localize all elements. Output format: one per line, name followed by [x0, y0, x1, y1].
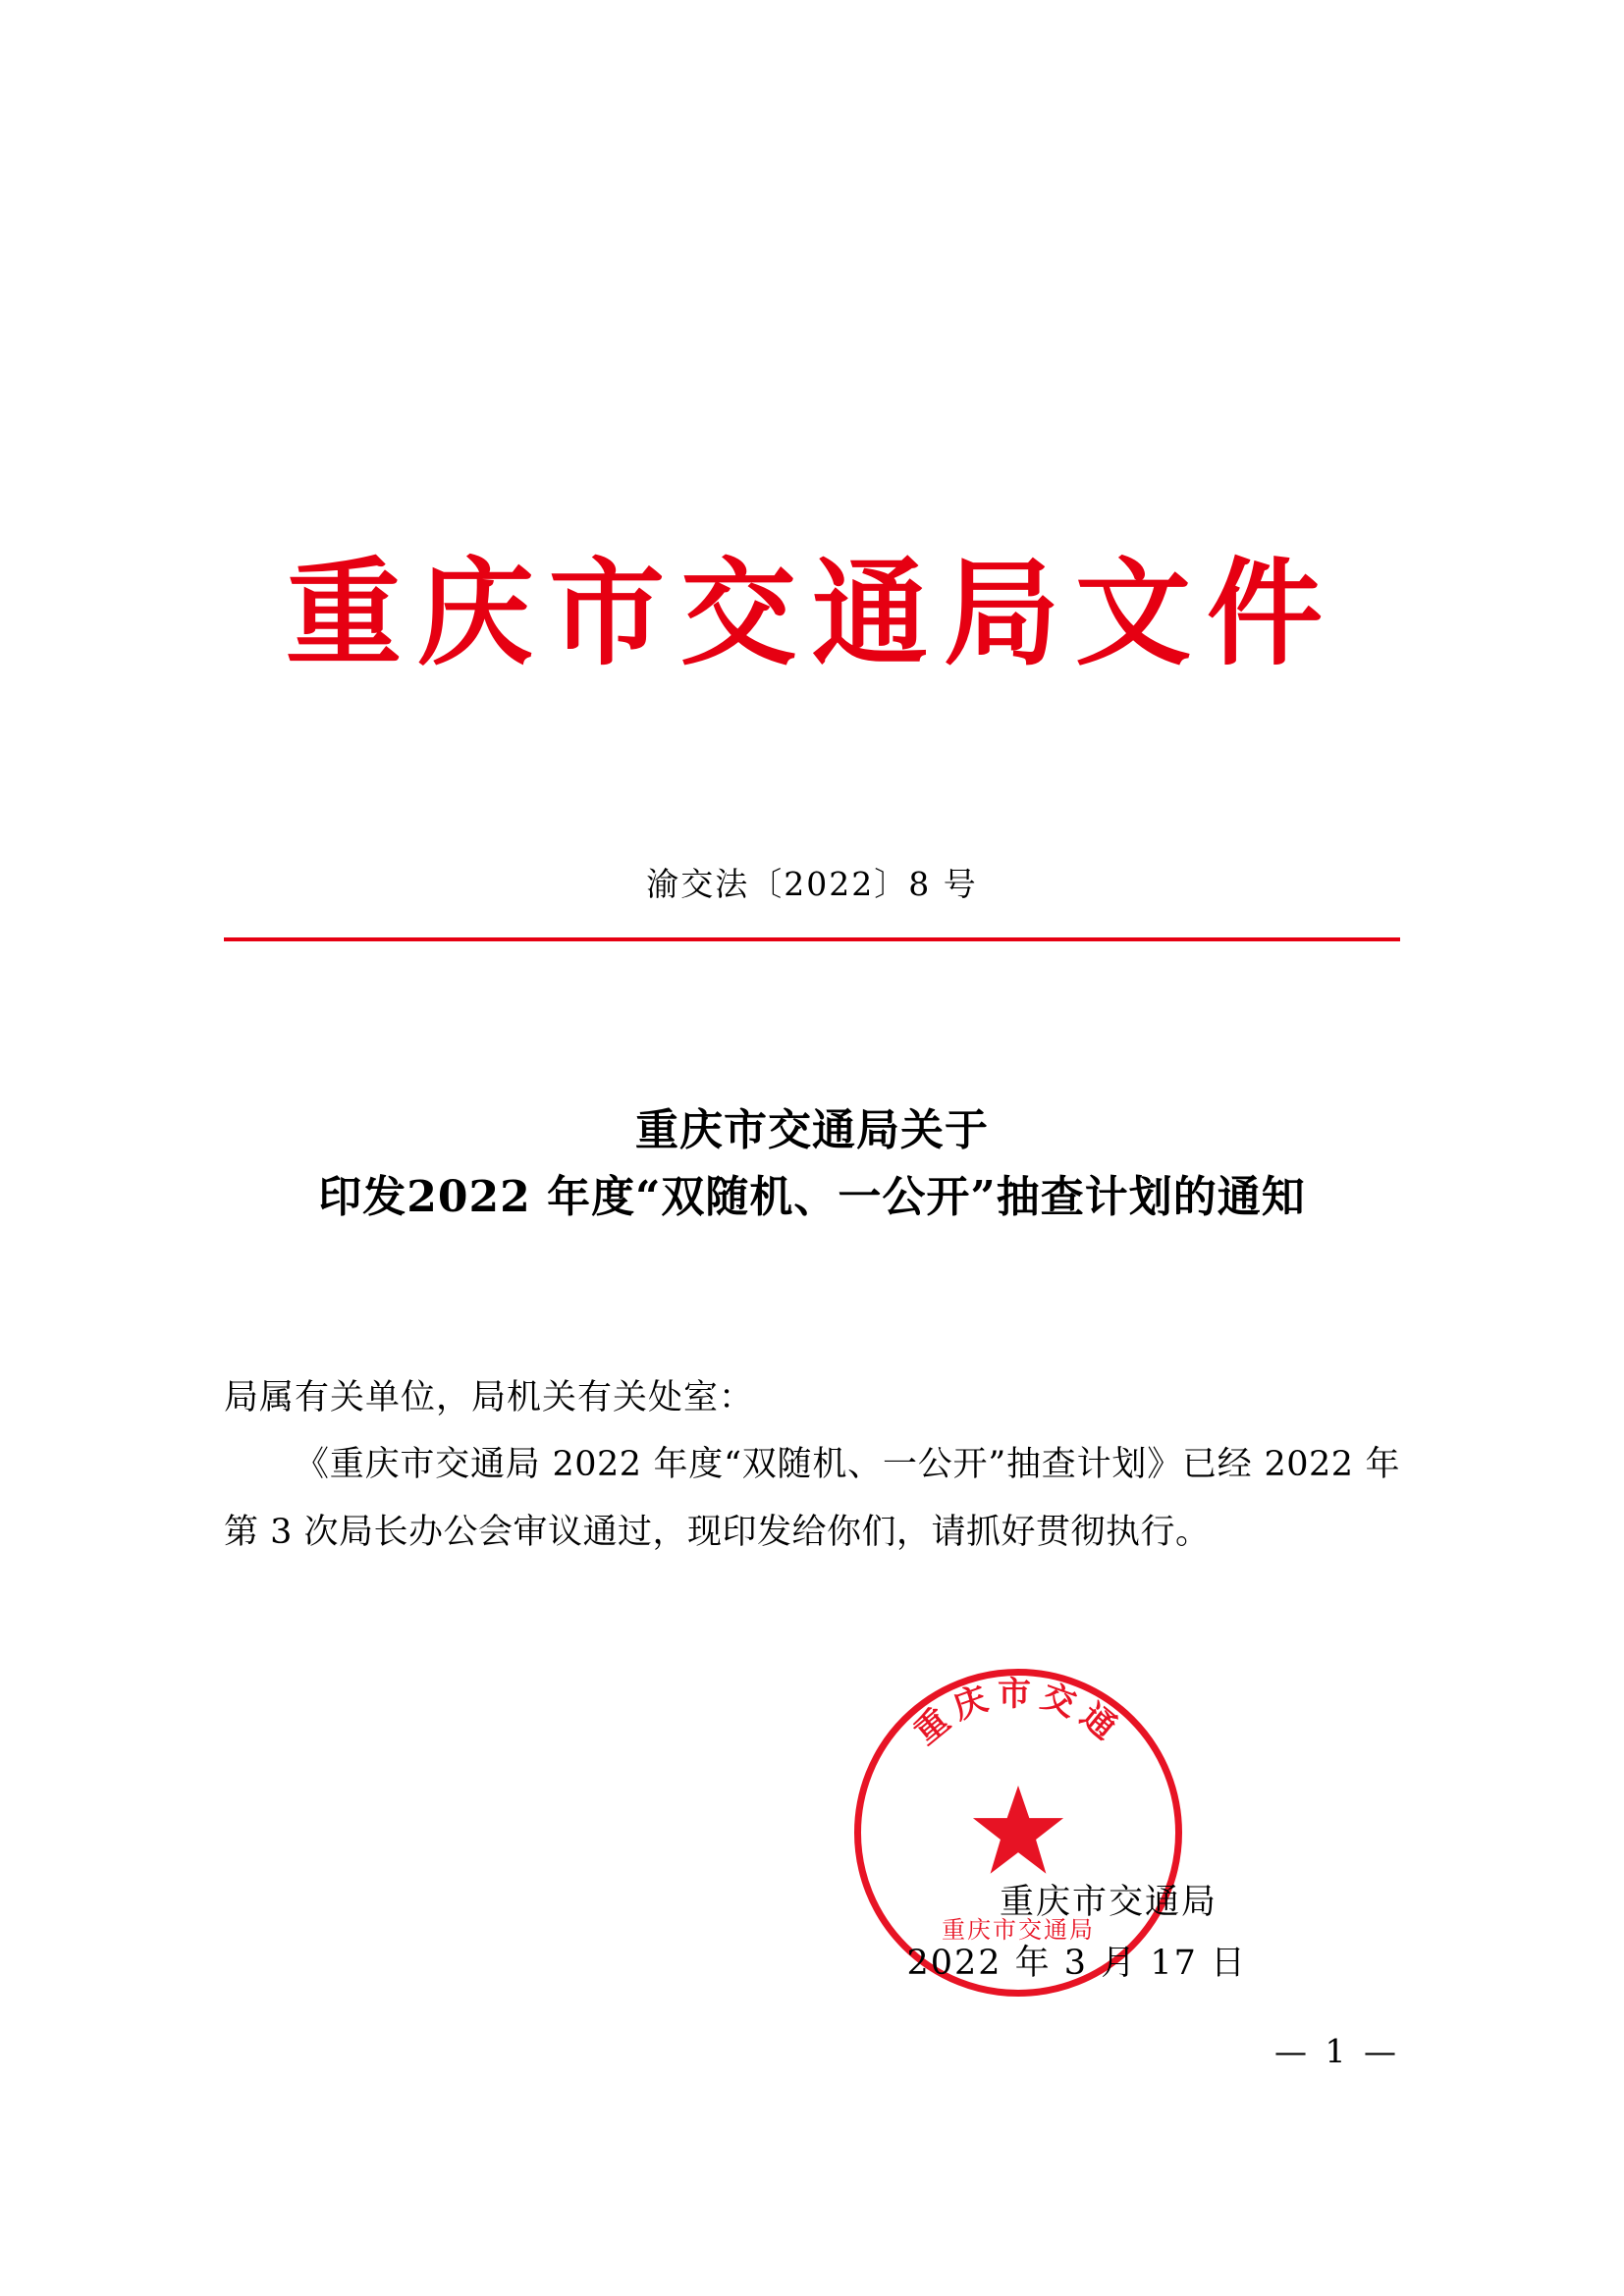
salutation: 局属有关单位，局机关有关处室：	[224, 1378, 755, 1417]
document-title	[0, 1097, 1624, 1231]
seal-star-icon	[971, 1786, 1065, 1880]
page-number: — 1 —	[1274, 2032, 1400, 2070]
seal-arc-label: 重庆市交通	[906, 1676, 1130, 1753]
svg-text:重庆市交通	[907, 1676, 1130, 1752]
red-separator-rule	[224, 937, 1400, 941]
title-line-2: 印发2022 年度“双随机、一公开”抽查计划的通知	[318, 1172, 1306, 1223]
document-body	[224, 1364, 1400, 1566]
document-masthead: 重庆市交通局文件	[285, 545, 1338, 681]
title-line-1: 重庆市交通局关于	[635, 1105, 989, 1155]
body-paragraph-1: 《重庆市交通局 2022 年度“双随机、一公开”抽查计划》已经 2022 年第 3 次局长办公会审议通过，现印发给你们，请抓好贯彻执行。	[224, 1445, 1400, 1552]
signature-organization: 重庆市交通局	[999, 1883, 1218, 1922]
signature-block	[0, 1870, 1400, 1991]
signature-date: 2022 年 3 月 17 日	[906, 1943, 1247, 1983]
seal-bottom-label: 重庆市交通局	[942, 1916, 1095, 1944]
document-number: 渝交法〔2022〕8 号	[646, 865, 978, 903]
